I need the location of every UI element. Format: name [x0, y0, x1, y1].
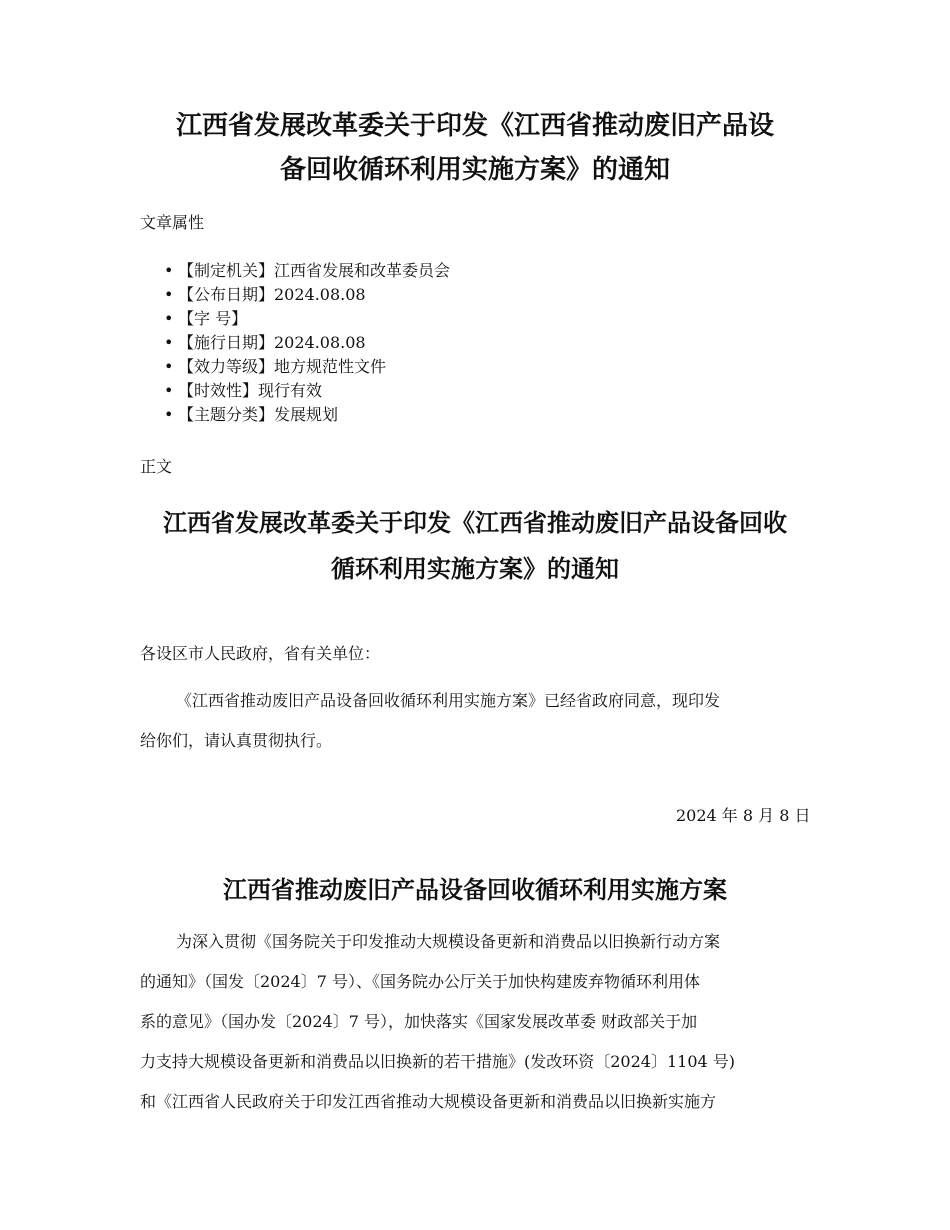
document-title-line-1: 江西省发展改革委关于印发《江西省推动废旧产品设: [175, 111, 774, 141]
plan-paragraph-line-5: 和《江西省人民政府关于印发江西省推动大规模设备更新和消费品以旧换新实施方: [140, 1092, 717, 1111]
plan-paragraph-line-1: 为深入贯彻《国务院关于印发推动大规模设备更新和消费品以旧换新行动方案: [176, 932, 721, 951]
document-title-line-2: 备回收循环利用实施方案》的通知: [279, 155, 670, 185]
property-issuing-authority: • 【制定机关】江西省发展和改革委员会: [178, 259, 450, 283]
property-validity: • 【时效性】现行有效: [178, 379, 450, 403]
property-legal-level: • 【效力等级】地方规范性文件: [178, 355, 450, 379]
plan-paragraph-line-3: 系的意见》（国办发〔2024〕7 号），加快落实《国家发展改革委 财政部关于加: [140, 1012, 698, 1031]
notice-paragraph-line-2: 给你们，请认真贯彻执行。: [140, 731, 333, 750]
plan-paragraph-line-2: 的通知》（国发〔2024〕7 号）、《国务院办公厅关于加快构建废弃物循环利用体: [140, 972, 700, 991]
body-title-line-2: 循环利用实施方案》的通知: [331, 554, 619, 583]
notice-paragraph: [140, 681, 820, 761]
property-topic: • 【主题分类】发展规划: [178, 403, 450, 427]
properties-list: [178, 259, 450, 427]
body-title-line-1: 江西省发展改革委关于印发《江西省推动废旧产品设备回收: [163, 508, 787, 537]
document-title: [60, 104, 890, 192]
properties-label: 文章属性: [140, 213, 205, 232]
issue-date: 2024 年 8 月 8 日: [676, 806, 811, 825]
notice-paragraph-line-1: 《江西省推动废旧产品设备回收循环利用实施方案》已经省政府同意，现印发: [176, 691, 721, 710]
property-publish-date: • 【公布日期】2024.08.08: [178, 283, 450, 307]
plan-paragraph: [140, 922, 820, 1122]
salutation: 各设区市人民政府，省有关单位：: [140, 644, 381, 663]
property-document-number: • 【字 号】: [178, 307, 450, 331]
plan-paragraph-line-4: 力支持大规模设备更新和消费品以旧换新的若干措施》(发改环资〔2024〕1104 号): [140, 1052, 736, 1071]
property-effective-date: • 【施行日期】2024.08.08: [178, 331, 450, 355]
body-title: [60, 500, 890, 592]
body-label: 正文: [140, 457, 173, 476]
plan-title: 江西省推动废旧产品设备回收循环利用实施方案: [223, 875, 727, 904]
